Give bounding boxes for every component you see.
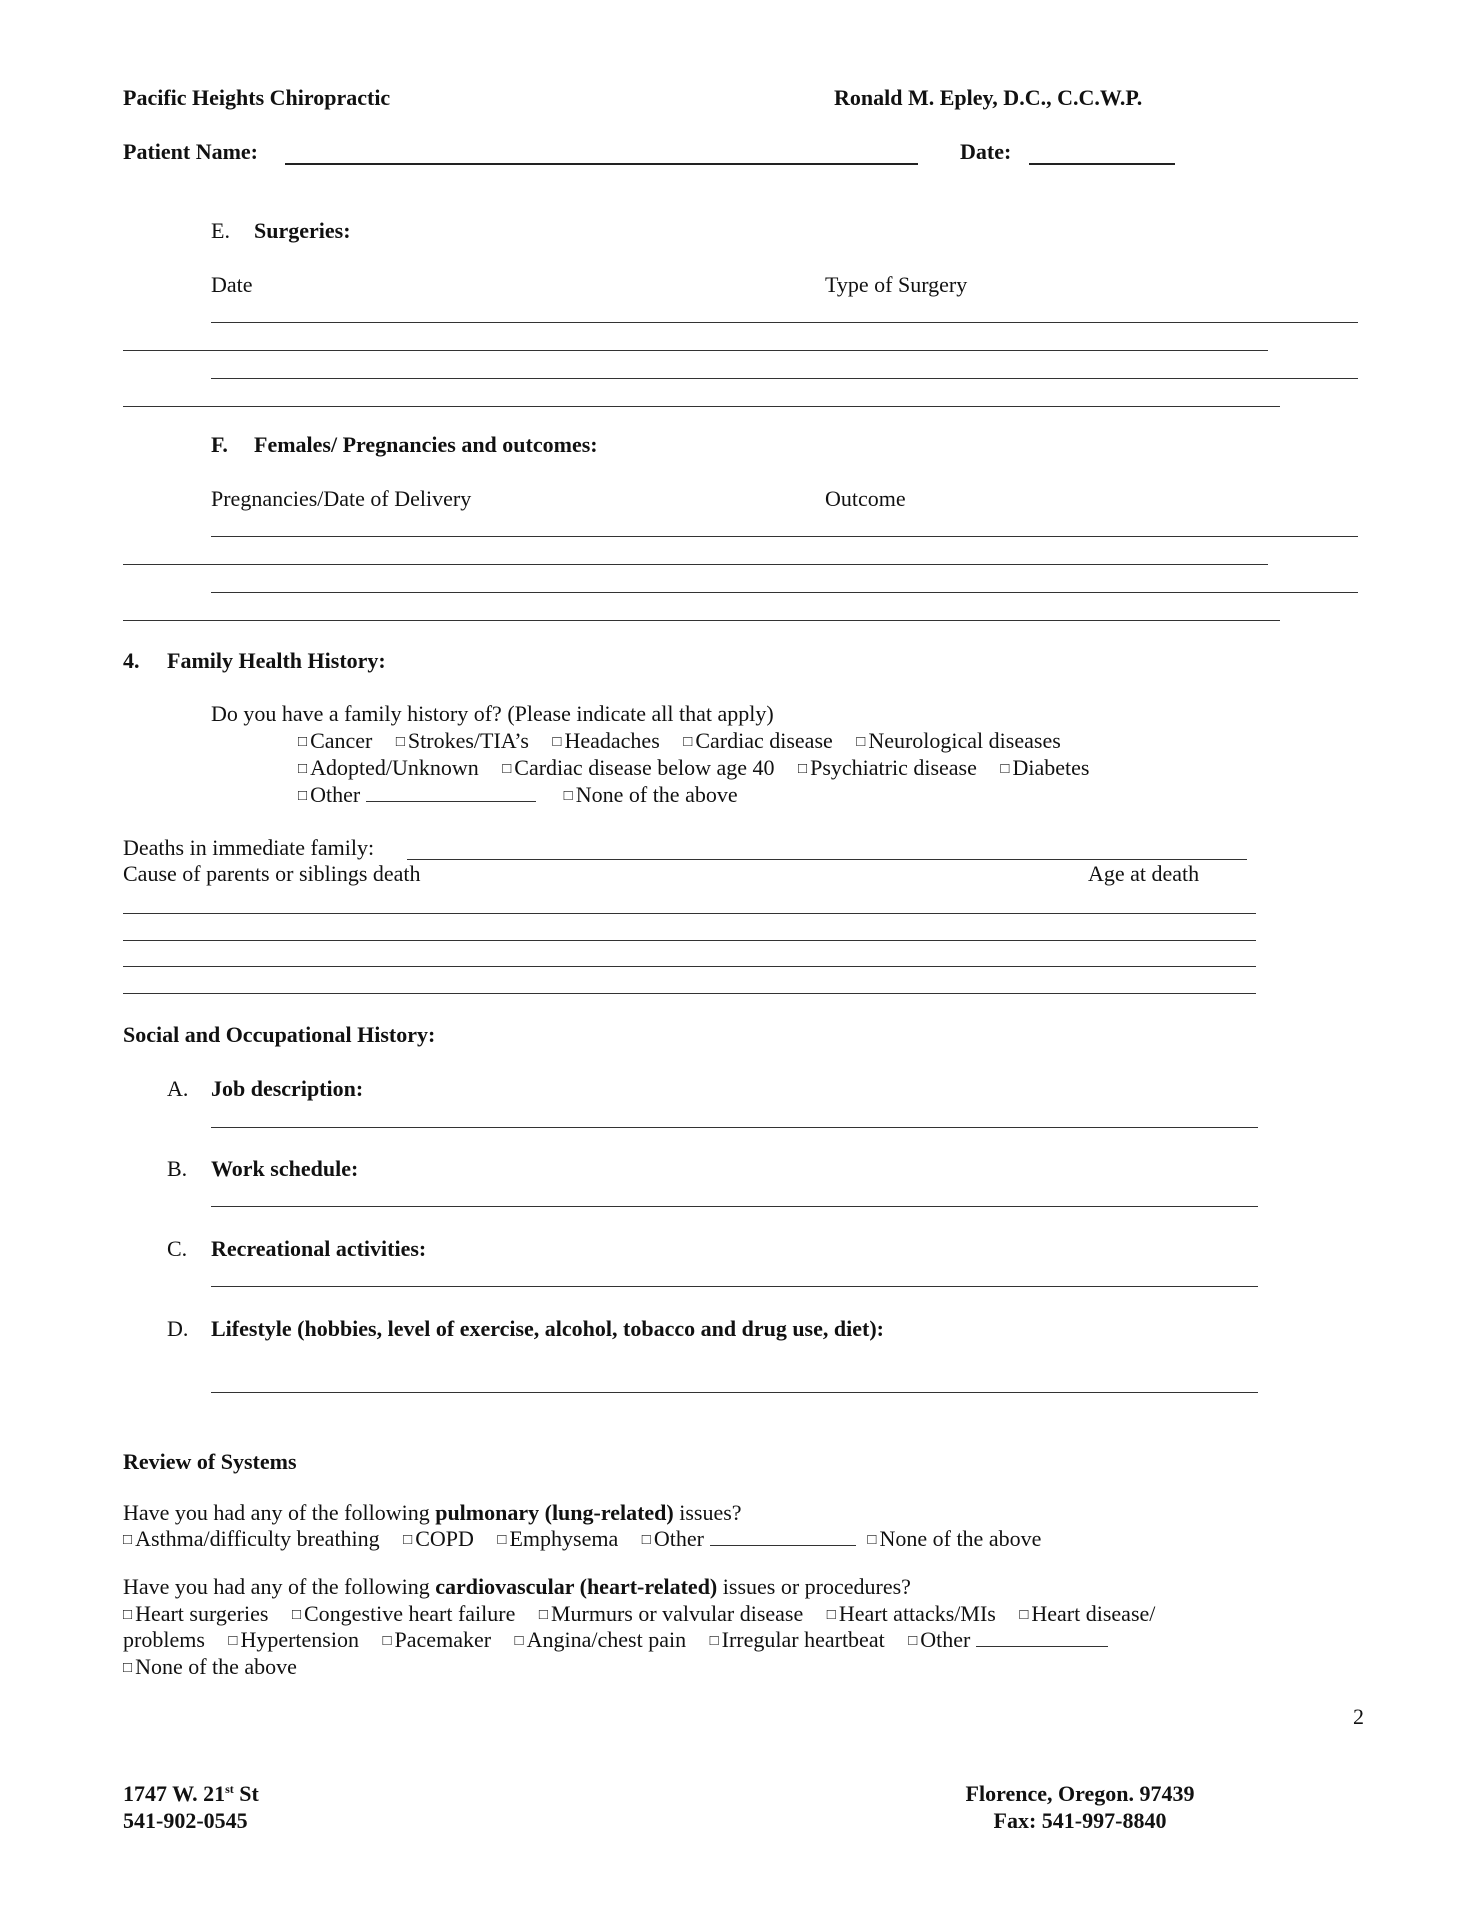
age-at-death-label: Age at death bbox=[1088, 861, 1200, 886]
surgery-line-1[interactable] bbox=[211, 322, 1358, 323]
checkbox-icon: □ bbox=[867, 1532, 877, 1548]
checkbox-heart-surgeries[interactable]: □ Heart surgeries bbox=[123, 1601, 269, 1626]
cause-label: Cause of parents or siblings death bbox=[123, 861, 421, 886]
social-c-letter: C. bbox=[167, 1236, 188, 1261]
family-history-row-1 bbox=[298, 730, 1079, 752]
checkbox-neurological[interactable]: □ Neurological diseases bbox=[856, 728, 1061, 753]
recreational-label: Recreational activities: bbox=[211, 1236, 427, 1261]
checkbox-heart-disease[interactable]: □ Heart disease/ bbox=[1019, 1601, 1156, 1626]
pregnancy-line-3[interactable] bbox=[211, 592, 1358, 593]
outcome-col: Outcome bbox=[825, 486, 906, 511]
social-title: Social and Occupational History: bbox=[123, 1022, 436, 1047]
death-line-3[interactable] bbox=[123, 966, 1256, 967]
checkbox-cardio-none[interactable]: □ None of the above bbox=[123, 1654, 297, 1679]
checkbox-icon: □ bbox=[1019, 1607, 1029, 1623]
surgery-date-col: Date bbox=[211, 272, 253, 297]
checkbox-icon: □ bbox=[298, 761, 308, 777]
surgeries-letter: E. bbox=[211, 218, 230, 243]
checkbox-icon: □ bbox=[826, 1607, 836, 1623]
pregnancy-line-1[interactable] bbox=[211, 536, 1358, 537]
checkbox-hypertension[interactable]: □ Hypertension bbox=[228, 1627, 359, 1652]
checkbox-icon: □ bbox=[1000, 761, 1010, 777]
checkbox-icon: □ bbox=[228, 1633, 238, 1649]
pregnancies-title: Females/ Pregnancies and outcomes: bbox=[254, 432, 598, 457]
checkbox-icon: □ bbox=[514, 1633, 524, 1649]
job-description-label: Job description: bbox=[211, 1076, 364, 1101]
checkbox-cardio-other[interactable]: □ Other bbox=[908, 1627, 971, 1652]
checkbox-headaches[interactable]: □ Headaches bbox=[552, 728, 660, 753]
footer-fax: Fax: 541-997-8840 bbox=[993, 1808, 1167, 1833]
family-history-number: 4. bbox=[123, 648, 140, 673]
cardio-row-3 bbox=[123, 1656, 297, 1678]
recreational-field[interactable] bbox=[211, 1286, 1258, 1287]
cardio-question: Have you had any of the following cardiovascular (heart-related) issues or procedures? bbox=[123, 1574, 911, 1599]
checkbox-icon: □ bbox=[123, 1660, 133, 1676]
death-line-1[interactable] bbox=[123, 913, 1256, 914]
death-line-4[interactable] bbox=[123, 993, 1256, 994]
lifestyle-label: Lifestyle (hobbies, level of exercise, alcohol, tobacco and drug use, diet): bbox=[211, 1316, 884, 1341]
checkbox-icon: □ bbox=[123, 1532, 133, 1548]
checkbox-angina[interactable]: □ Angina/chest pain bbox=[514, 1627, 687, 1652]
pulmonary-question: Have you had any of the following pulmonary (lung-related) issues? bbox=[123, 1500, 742, 1525]
checkbox-heart-attacks[interactable]: □ Heart attacks/MIs bbox=[826, 1601, 996, 1626]
checkbox-icon: □ bbox=[563, 788, 573, 804]
checkbox-icon: □ bbox=[291, 1607, 301, 1623]
checkbox-diabetes[interactable]: □ Diabetes bbox=[1000, 755, 1090, 780]
checkbox-icon: □ bbox=[641, 1532, 651, 1548]
patient-name-field[interactable] bbox=[285, 163, 918, 165]
pulmonary-other-field[interactable] bbox=[710, 1544, 856, 1546]
checkbox-icon: □ bbox=[123, 1607, 133, 1623]
pregnancy-line-2[interactable] bbox=[123, 564, 1268, 565]
checkbox-icon: □ bbox=[395, 734, 405, 750]
checkbox-asthma[interactable]: □ Asthma/difficulty breathing bbox=[123, 1526, 380, 1551]
checkbox-murmurs[interactable]: □ Murmurs or valvular disease bbox=[538, 1601, 804, 1626]
cardio-row-2 bbox=[123, 1629, 1114, 1651]
checkbox-pacemaker[interactable]: □ Pacemaker bbox=[382, 1627, 492, 1652]
checkbox-icon: □ bbox=[298, 734, 308, 750]
checkbox-icon: □ bbox=[908, 1633, 918, 1649]
deaths-field[interactable] bbox=[407, 859, 1247, 860]
delivery-col: Pregnancies/Date of Delivery bbox=[211, 486, 472, 511]
checkbox-icon: □ bbox=[709, 1633, 719, 1649]
checkbox-cancer[interactable]: □ Cancer bbox=[298, 728, 373, 753]
checkbox-icon: □ bbox=[538, 1607, 548, 1623]
date-label: Date: bbox=[960, 139, 1012, 164]
other-field[interactable] bbox=[366, 800, 536, 802]
checkbox-chf[interactable]: □ Congestive heart failure bbox=[291, 1601, 516, 1626]
family-history-row-3 bbox=[298, 784, 738, 806]
checkbox-icon: □ bbox=[798, 761, 808, 777]
checkbox-emphysema[interactable]: □ Emphysema bbox=[497, 1526, 619, 1551]
checkbox-pulmonary-other[interactable]: □ Other bbox=[641, 1526, 704, 1551]
checkbox-icon: □ bbox=[856, 734, 866, 750]
footer-address: 1747 W. 21st St bbox=[123, 1781, 259, 1806]
checkbox-strokes[interactable]: □ Strokes/TIA’s bbox=[395, 728, 529, 753]
checkbox-psychiatric[interactable]: □ Psychiatric disease bbox=[798, 755, 977, 780]
checkbox-icon: □ bbox=[502, 761, 512, 777]
cardio-other-field[interactable] bbox=[976, 1645, 1108, 1647]
heart-disease-continued: problems bbox=[123, 1627, 205, 1652]
surgery-line-4[interactable] bbox=[123, 406, 1280, 407]
doctor-name: Ronald M. Epley, D.C., C.C.W.P. bbox=[834, 85, 1143, 110]
surgery-type-col: Type of Surgery bbox=[825, 272, 968, 297]
deaths-label: Deaths in immediate family: bbox=[123, 835, 375, 860]
surgery-line-2[interactable] bbox=[123, 350, 1268, 351]
checkbox-icon: □ bbox=[552, 734, 562, 750]
clinic-name: Pacific Heights Chiropractic bbox=[123, 85, 391, 110]
family-history-question: Do you have a family history of? (Please indicate all that apply) bbox=[211, 701, 774, 726]
checkbox-other[interactable]: □ Other bbox=[298, 782, 361, 807]
checkbox-icon: □ bbox=[403, 1532, 413, 1548]
checkbox-cardiac-disease[interactable]: □ Cardiac disease bbox=[683, 728, 833, 753]
social-d-letter: D. bbox=[167, 1316, 189, 1341]
checkbox-irregular-heartbeat[interactable]: □ Irregular heartbeat bbox=[709, 1627, 885, 1652]
checkbox-copd[interactable]: □ COPD bbox=[403, 1526, 474, 1551]
checkbox-cardiac-below-40[interactable]: □ Cardiac disease below age 40 bbox=[502, 755, 775, 780]
footer-phone: 541-902-0545 bbox=[123, 1808, 248, 1833]
checkbox-icon: □ bbox=[683, 734, 693, 750]
page-number: 2 bbox=[1353, 1704, 1364, 1729]
checkbox-none[interactable]: □ None of the above bbox=[563, 782, 738, 807]
checkbox-pulmonary-none[interactable]: □ None of the above bbox=[867, 1526, 1042, 1551]
cardio-row-1 bbox=[123, 1603, 1155, 1625]
death-line-2[interactable] bbox=[123, 940, 1256, 941]
family-history-row-2 bbox=[298, 757, 1107, 779]
job-description-field[interactable] bbox=[211, 1127, 1258, 1128]
checkbox-icon: □ bbox=[497, 1532, 507, 1548]
checkbox-icon: □ bbox=[298, 788, 308, 804]
lifestyle-field[interactable] bbox=[211, 1392, 1258, 1393]
checkbox-adopted[interactable]: □ Adopted/Unknown bbox=[298, 755, 479, 780]
footer-city: Florence, Oregon. 97439 bbox=[965, 1781, 1195, 1806]
checkbox-icon: □ bbox=[382, 1633, 392, 1649]
social-b-letter: B. bbox=[167, 1156, 188, 1181]
surgery-line-3[interactable] bbox=[211, 378, 1358, 379]
review-title: Review of Systems bbox=[123, 1449, 297, 1474]
pregnancies-letter: F. bbox=[211, 432, 228, 457]
surgeries-title: Surgeries: bbox=[254, 218, 351, 243]
patient-name-label: Patient Name: bbox=[123, 139, 259, 164]
pulmonary-options bbox=[123, 1528, 1041, 1550]
family-history-title: Family Health History: bbox=[167, 648, 386, 673]
work-schedule-field[interactable] bbox=[211, 1206, 1258, 1207]
work-schedule-label: Work schedule: bbox=[211, 1156, 359, 1181]
social-a-letter: A. bbox=[167, 1076, 189, 1101]
pregnancy-line-4[interactable] bbox=[123, 620, 1280, 621]
date-field[interactable] bbox=[1029, 163, 1175, 165]
